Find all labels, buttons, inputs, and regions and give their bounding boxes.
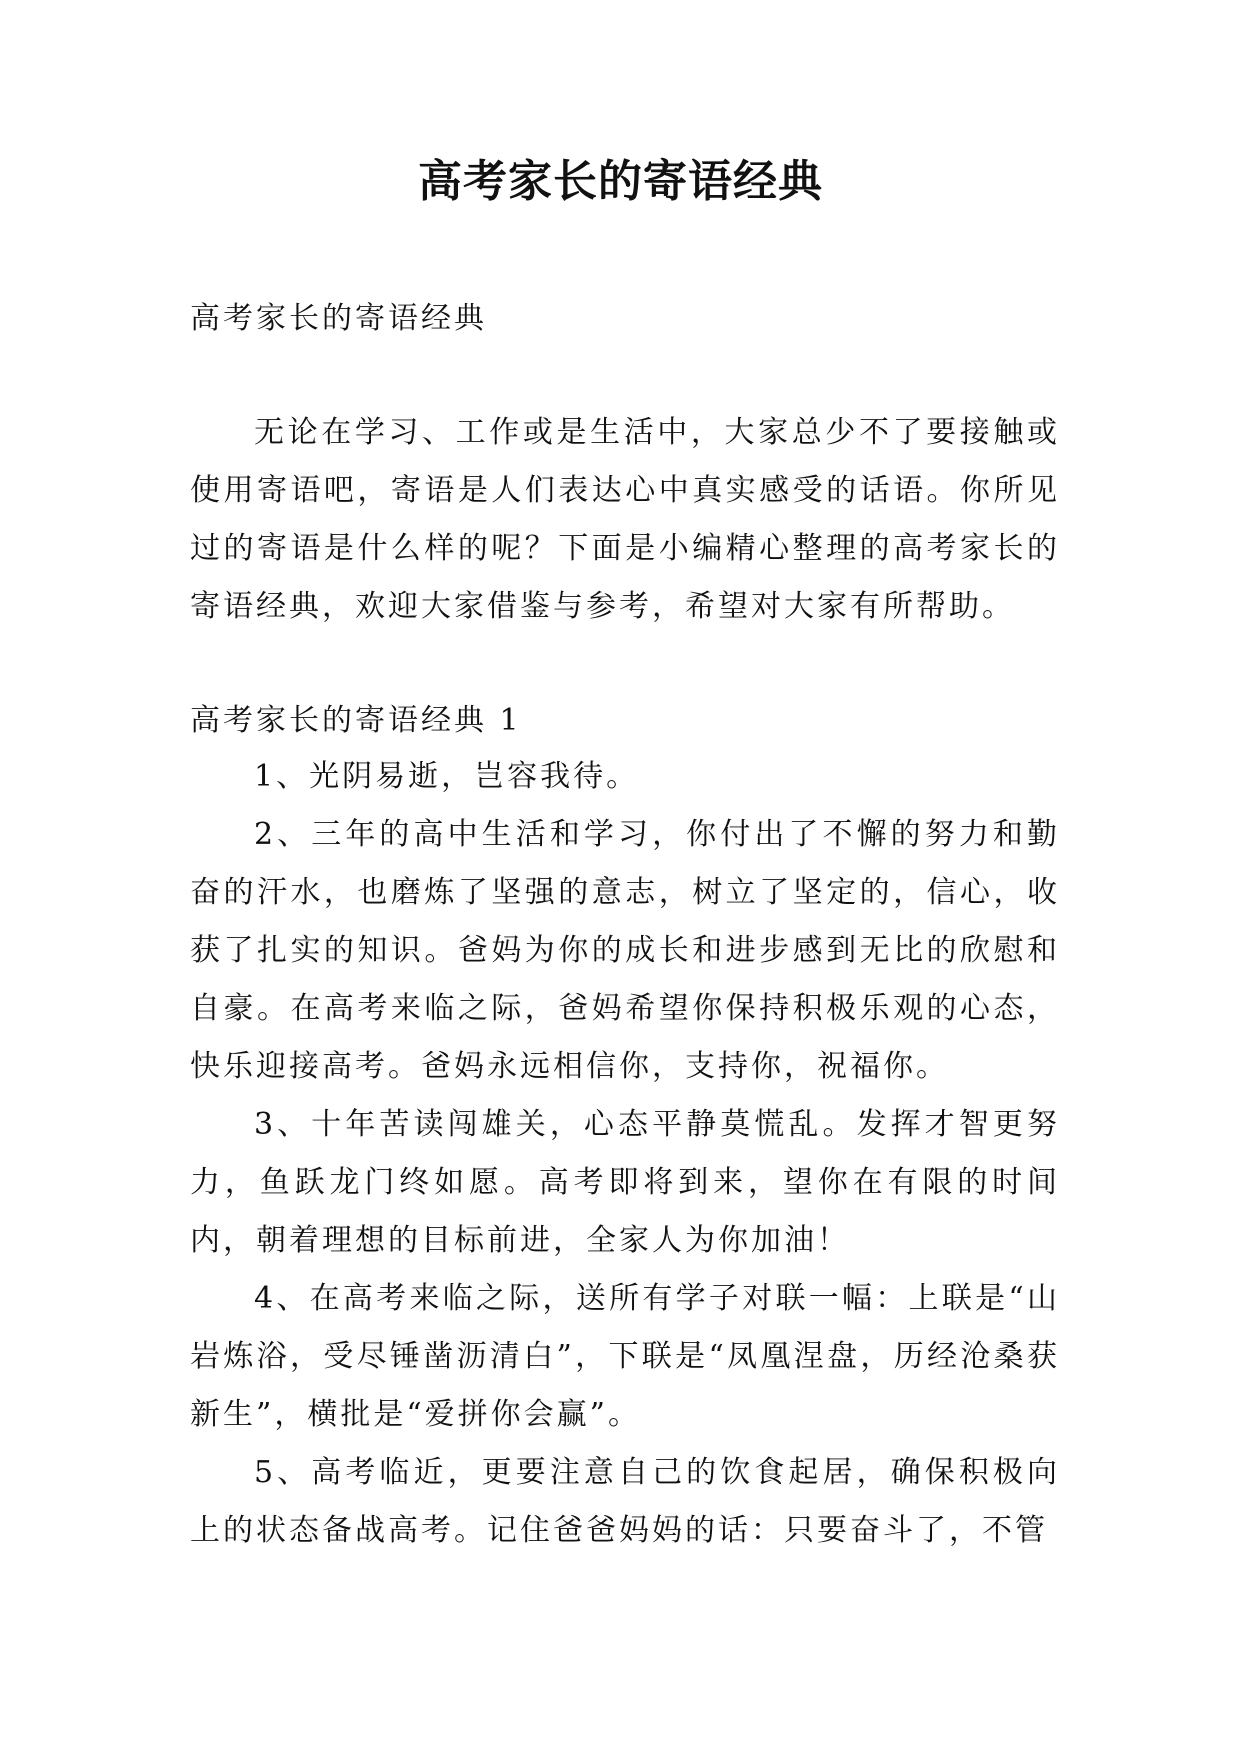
list-item: 2、三年的高中生活和学习，你付出了不懈的努力和勤奋的汗水，也磨炼了坚强的意志，树立了坚定的，信心，收获了扎实的知识。爸妈为你的成长和进步感到无比的欣慰和自豪。在高考来临之际，爸妈希望你保持积极乐观的心态，快乐迎接高考。爸妈永远相信你，支持你，祝福你。 xyxy=(190,817,1060,1084)
list-item: 1、光阴易逝，岂容我待。 xyxy=(254,759,640,794)
intro-paragraph: 无论在学习、工作或是生活中，大家总少不了要接触或使用寄语吧，寄语是人们表达心中真实感受的话语。你所见过的寄语是什么样的呢？下面是小编精心整理的高考家长的寄语经典，欢迎大家借鉴与参考，希望对大家有所帮助。 xyxy=(190,415,1060,624)
list-item: 4、在高考来临之际，送所有学子对联一幅：上联是“山岩炼浴，受尽锤凿沥清白”，下联是“凤凰涅盘，历经沧桑获新生”，横批是“爱拼你会赢”。 xyxy=(190,1281,1060,1432)
document-title: 高考家长的寄语经典 xyxy=(418,156,823,207)
section-heading: 高考家长的寄语经典 1 xyxy=(190,703,522,738)
document-subtitle: 高考家长的寄语经典 xyxy=(190,301,487,336)
list-item: 5、高考临近，更要注意自己的饮食起居，确保积极向上的状态备战高考。记住爸爸妈妈的话：只要奋斗了，不管 xyxy=(190,1455,1060,1548)
list-item: 3、十年苦读闯雄关，心态平静莫慌乱。发挥才智更努力，鱼跃龙门终如愿。高考即将到来，望你在有限的时间内，朝着理想的目标前进，全家人为你加油！ xyxy=(190,1107,1060,1258)
message-list xyxy=(190,748,1060,1560)
